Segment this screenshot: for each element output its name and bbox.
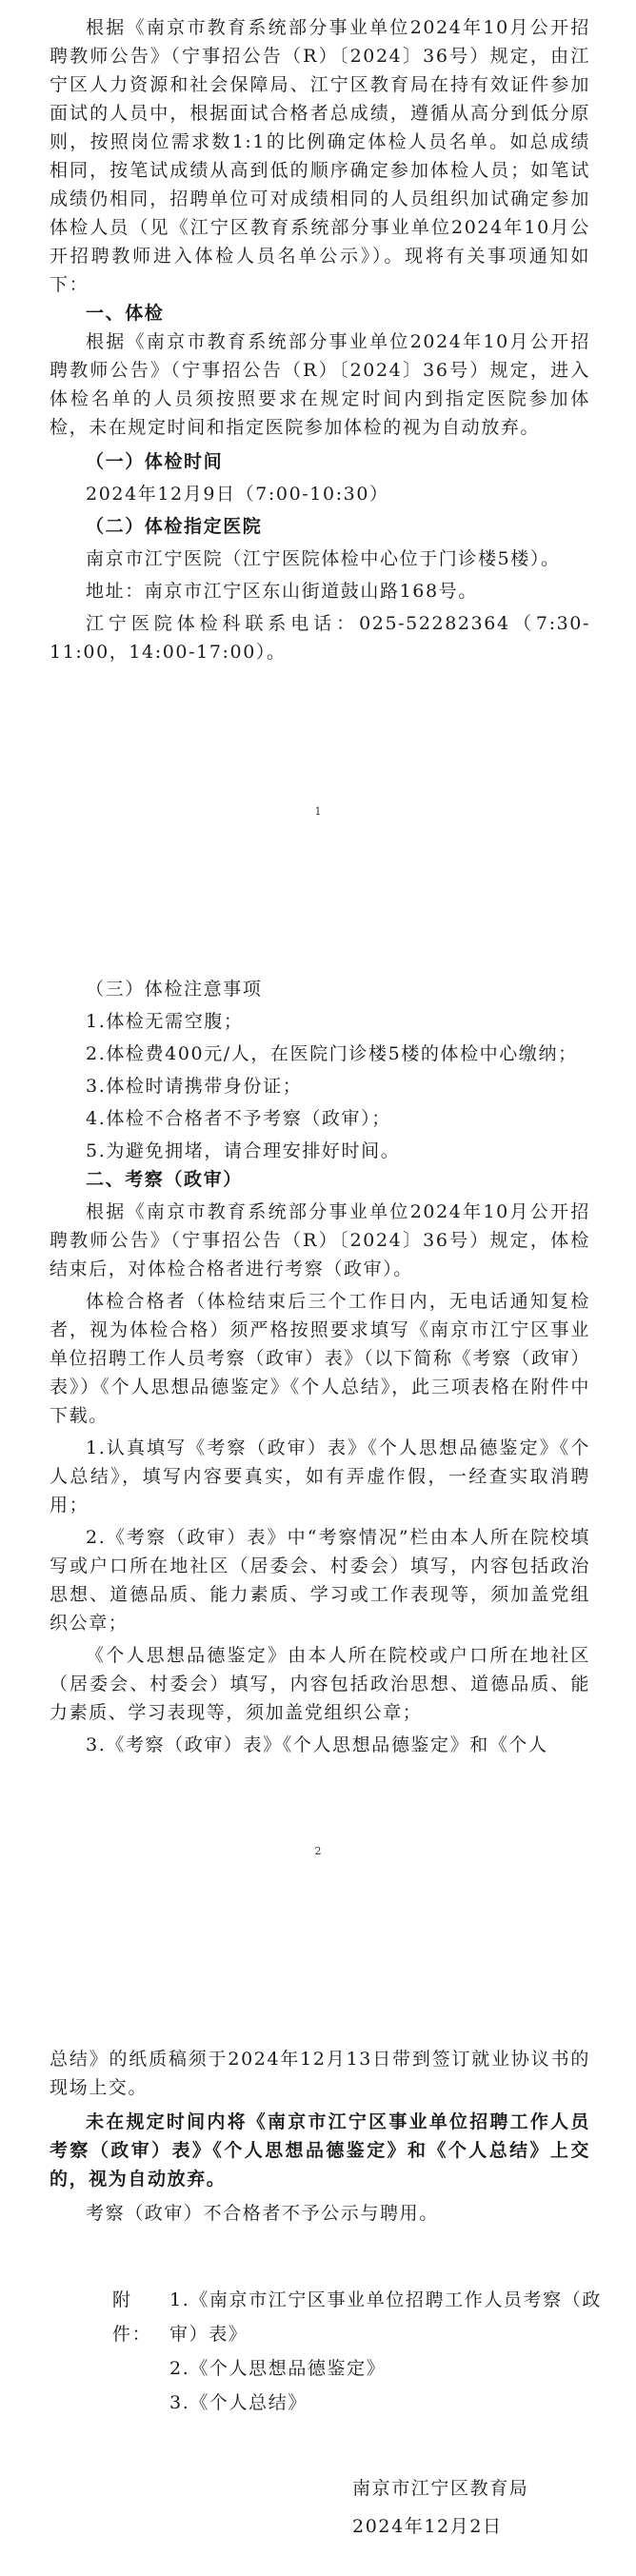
final-note: 考察（政审）不合格者不予公示与聘用。 xyxy=(86,2203,439,2224)
signature-organization: 南京市江宁区教育局 xyxy=(352,2478,529,2499)
attachments-label: 附件： xyxy=(112,2289,152,2345)
attachments-row xyxy=(112,2283,607,2420)
signature-date: 2024年12月2日 xyxy=(352,2516,503,2537)
exam-note-item: 5.为避免拥堵，请合理安排好时间。 xyxy=(86,1140,401,1161)
attachments-block xyxy=(112,2283,607,2420)
deadline-warning: 未在规定时间内将《南京市江宁区事业单位招聘工作人员考察（政审）表》《个人思想品德鉴定》和《个人总结》上交的，视为自动放弃。 xyxy=(50,2111,590,2190)
page3-body xyxy=(50,2045,590,2228)
hospital-address: 地址：南京市江宁区东山街道鼓山路168号。 xyxy=(86,581,478,602)
attachment-item[interactable]: 1.《南京市江宁区事业单位招聘工作人员考察（政审）表》 xyxy=(169,2289,602,2345)
document-page-3 xyxy=(0,1946,636,2576)
exam-note-item: 1.体检无需空腹； xyxy=(86,1011,244,1032)
physical-exam-paragraph: 根据《南京市教育系统部分事业单位2024年10月公开招聘教师公告》（宁事招公告（R）〔2024〕36号）规定，进入体检名单的人员须按照要求在规定时间内到指定医院参加体检，未在规定时间和指定医院参加体检的视为自动放弃。 xyxy=(50,331,590,438)
exam-note-item: 3.体检时请携带身份证； xyxy=(86,1076,303,1097)
page-number: 2 xyxy=(314,1845,322,1857)
review-item-1: 1.认真填写《考察（政审）表》《个人思想品德鉴定》《个人总结》，填写内容要真实，如有弄虚作假，一经查实取消聘用； xyxy=(50,1437,590,1516)
subheading-exam-hospital: （二）体检指定医院 xyxy=(86,516,263,537)
exam-note-item: 2.体检费400元/人，在医院门诊楼5楼的体检中心缴纳； xyxy=(86,1043,578,1064)
hospital-name: 南京市江宁医院（江宁医院体检中心位于门诊楼5楼）。 xyxy=(86,548,561,569)
document-page-2 xyxy=(0,878,636,1925)
review-item-2b: 《个人思想品德鉴定》由本人所在院校或户口所在地社区（居委会、村委会）填写，内容包括政治思想、道德品质、能力素质、学习表现等，须加盖党组织公章； xyxy=(50,1645,590,1723)
intro-paragraph: 根据《南京市教育系统部分事业单位2024年10月公开招聘教师公告》（宁事招公告（R）〔2024〕36号）规定，由江宁区人力资源和社会保障局、江宁区教育局在持有效证件参加面试的人员中，根据面试合格者总成绩，遵循从高分到低分原则，按照岗位需求数1:1的比例确定体检人员名单。如总成绩相同，按笔试成绩从高到低的顺序确定参加体检人员；如笔试成绩仍相同，招聘单位可对成绩相同的人员组织加试确定参加体检人员（见《江宁区教育系统部分事业单位2024年10月公开招聘教师进入体检人员名单公示》）。现将有关事项通知如下： xyxy=(50,17,590,295)
exam-time-text: 2024年12月9日（7:00-10:30） xyxy=(86,484,389,505)
attachment-item[interactable]: 2.《个人思想品德鉴定》 xyxy=(169,2358,387,2379)
review-item-3-start: 3.《考察（政审）表》《个人思想品德鉴定》和《个人 xyxy=(86,1734,548,1755)
page-number: 1 xyxy=(314,805,322,818)
page2-body xyxy=(50,975,590,1759)
subheading-exam-time: （一）体检时间 xyxy=(86,451,224,472)
review-paragraph-1: 根据《南京市教育系统部分事业单位2024年10月公开招聘教师公告》（宁事招公告（R）〔2024〕36号）规定，体检结束后，对体检合格者进行考察（政审）。 xyxy=(50,1201,590,1279)
attachments-list xyxy=(169,2283,607,2420)
signature-block xyxy=(352,2469,600,2546)
section-heading-review: 二、考察（政审） xyxy=(86,1169,243,1190)
section-heading-physical-exam: 一、体检 xyxy=(86,303,165,324)
review-paragraph-2: 体检合格者（体检结束后三个工作日内，无电话通知复检者，视为体检合格）须严格按照要求填写《南京市江宁区事业单位招聘工作人员考察（政审）表》（以下简称《考察（政审）表》）《个人思想品德鉴定》《个人总结》，此三项表格在附件中下载。 xyxy=(50,1291,590,1426)
review-item-2: 2.《考察（政审）表》中“考察情况”栏由本人所在院校填写或户口所在地社区（居委会、村委会）填写，内容包括政治思想、道德品质、能力素质、学习或工作表现等，须加盖党组织公章； xyxy=(50,1527,590,1634)
attachment-item[interactable]: 3.《个人总结》 xyxy=(169,2392,308,2413)
page1-body xyxy=(50,13,590,666)
document-page-1 xyxy=(0,0,636,878)
exam-note-item: 4.体检不合格者不予考察（政审）； xyxy=(86,1108,391,1129)
hospital-phone: 江宁医院体检科联系电话：025-52282364（7:30-11:00，14:00-17:00）。 xyxy=(50,613,590,663)
subheading-exam-notes: （三）体检注意事项 xyxy=(86,979,263,1000)
review-item-3-end: 总结》的纸质稿须于2024年12月13日带到签订就业协议书的现场上交。 xyxy=(50,2049,590,2098)
